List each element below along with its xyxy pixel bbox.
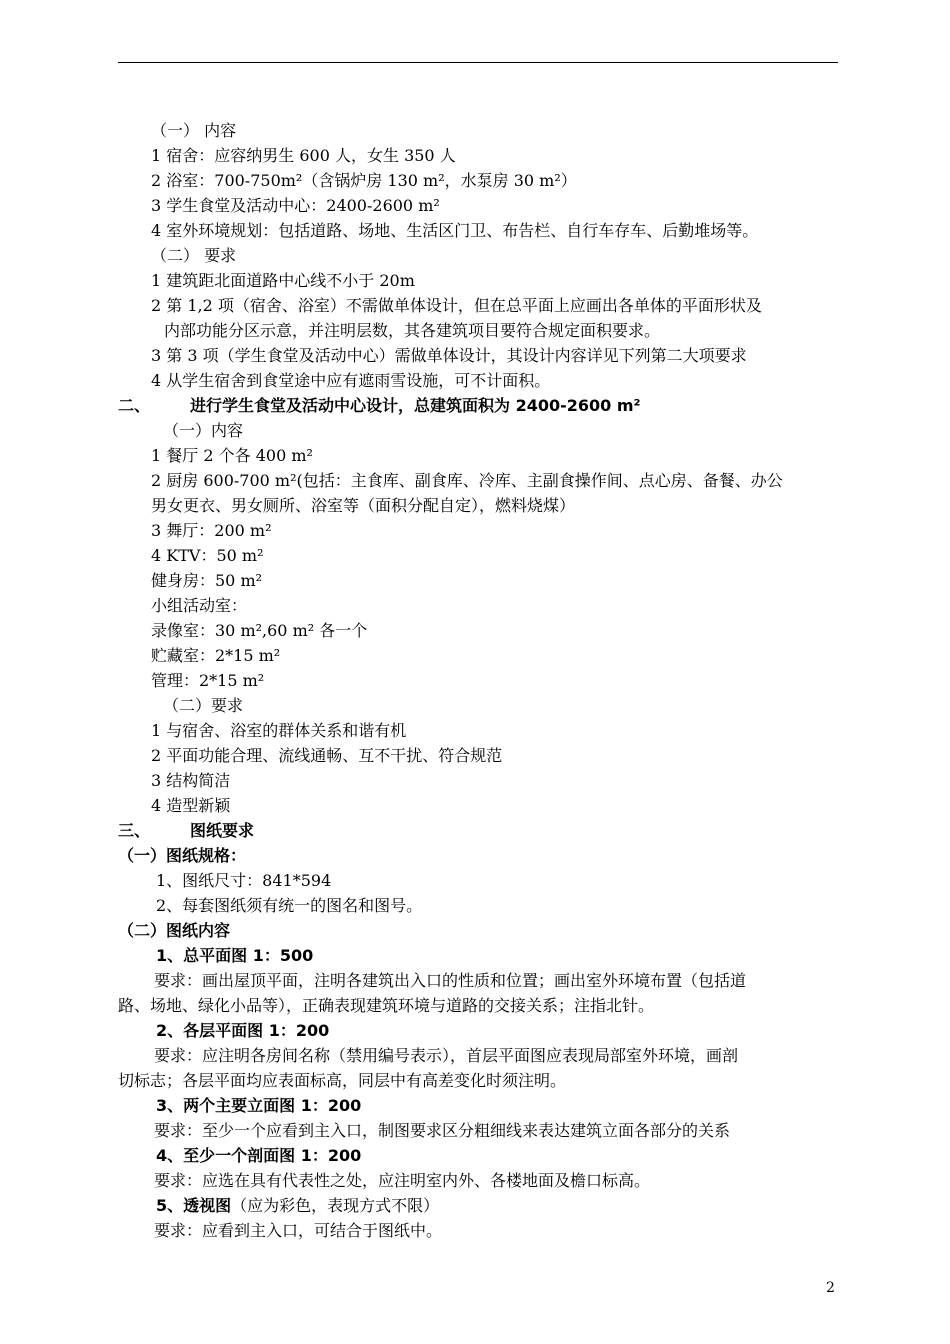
text-line: 3 舞厅：200 m² xyxy=(151,521,272,540)
chapter-number: 三、 xyxy=(118,821,151,840)
text-line: 要求：至少一个应看到主入口，制图要求区分粗细线来表达建筑立面各部分的关系 xyxy=(154,1121,731,1140)
drawing-item-heading xyxy=(118,1193,848,1218)
text-line: 要求：应注明各房间名称（禁用编号表示），首层平面图应表现局部室外环境，画剖 xyxy=(154,1046,739,1065)
text-line: 内部功能分区示意，并注明层数，其各建筑项目要符合规定面积要求。 xyxy=(164,321,661,340)
text-line: 要求：应看到主入口，可结合于图纸中。 xyxy=(154,1221,443,1240)
subsection-heading: （一）图纸规格： xyxy=(118,846,247,865)
text-line: 健身房：50 m² xyxy=(151,571,263,590)
text-line: 路、场地、绿化小品等），正确表现建筑环境与道路的交接关系；注指北针。 xyxy=(118,996,655,1015)
text-line: 4 KTV：50 m² xyxy=(151,546,264,565)
text-line: 男女更衣、男女厕所、浴室等（面积分配自定），燃料烧煤） xyxy=(151,496,576,515)
chapter-heading xyxy=(118,393,848,418)
section-heading: （二）要求 xyxy=(163,696,244,715)
text-line: 1 建筑距北面道路中心线不小于 20m xyxy=(151,271,415,290)
text-line: 切标志；各层平面均应表面标高，同层中有高差变化时须注明。 xyxy=(118,1071,567,1090)
drawing-item-heading: 3、两个主要立面图 1：200 xyxy=(156,1096,362,1115)
text-line: 2 平面功能合理、流线通畅、互不干扰、符合规范 xyxy=(151,746,503,765)
subsection-heading: （二）图纸内容 xyxy=(118,921,231,940)
document-body xyxy=(118,118,848,1243)
chapter-number: 二、 xyxy=(118,396,151,415)
text-line: 1、图纸尺寸：841*594 xyxy=(156,871,332,890)
text-line: 4 室外环境规划：包括道路、场地、生活区门卫、布告栏、自行车存车、后勤堆场等。 xyxy=(151,221,759,240)
text-line: 4 造型新颖 xyxy=(151,796,231,815)
text-line: 4 从学生宿舍到食堂途中应有遮雨雪设施，可不计面积。 xyxy=(151,371,551,390)
section-heading: （一） 内容 xyxy=(151,121,237,140)
header-rule xyxy=(118,62,838,63)
text-line: 要求：画出屋顶平面，注明各建筑出入口的性质和位置；画出室外环境布置（包括道 xyxy=(154,971,747,990)
page-number: 2 xyxy=(826,1280,835,1296)
text-line: 2、每套图纸须有统一的图名和图号。 xyxy=(156,896,423,915)
text-line: 录像室：30 m²,60 m² 各一个 xyxy=(151,621,368,640)
text-line: 1 宿舍：应容纳男生 600 人，女生 350 人 xyxy=(151,146,456,165)
text-line: 3 第 3 项（学生食堂及活动中心）需做单体设计，其设计内容详见下列第二大项要求 xyxy=(151,346,747,365)
text-line: 管理：2*15 m² xyxy=(151,671,265,690)
chapter-title: 图纸要求 xyxy=(190,821,255,840)
text-line: 要求：应选在具有代表性之处，应注明室内外、各楼地面及檐口标高。 xyxy=(154,1171,651,1190)
chapter-title: 进行学生食堂及活动中心设计，总建筑面积为 2400-2600 m² xyxy=(190,396,641,415)
section-heading: （二） 要求 xyxy=(151,246,237,265)
drawing-item-title: 5、透视图 xyxy=(156,1196,232,1215)
text-line: 1 餐厅 2 个各 400 m² xyxy=(151,446,313,465)
text-line: 2 浴室：700-750m²（含锅炉房 130 m²，水泵房 30 m²） xyxy=(151,171,577,190)
text-line: 小组活动室： xyxy=(151,596,248,615)
text-line: 3 学生食堂及活动中心：2400-2600 m² xyxy=(151,196,440,215)
text-line: 2 厨房 600-700 m²(包括：主食库、副食库、冷库、主副食操作间、点心房、备餐、办公 xyxy=(151,471,783,490)
section-heading: （一）内容 xyxy=(163,421,244,440)
text-line: 1 与宿舍、浴室的群体关系和谐有机 xyxy=(151,721,407,740)
text-line: 贮藏室：2*15 m² xyxy=(151,646,281,665)
text-line: 2 第 1,2 项（宿舍、浴室）不需做单体设计，但在总平面上应画出各单体的平面形状及 xyxy=(151,296,762,315)
text-line: 3 结构简洁 xyxy=(151,771,231,790)
drawing-item-heading: 1、总平面图 1：500 xyxy=(156,946,314,965)
drawing-item-heading: 2、各层平面图 1：200 xyxy=(156,1021,330,1040)
drawing-item-heading: 4、至少一个剖面图 1：200 xyxy=(156,1146,362,1165)
chapter-heading xyxy=(118,818,848,843)
drawing-item-note: （应为彩色，表现方式不限） xyxy=(231,1196,440,1215)
